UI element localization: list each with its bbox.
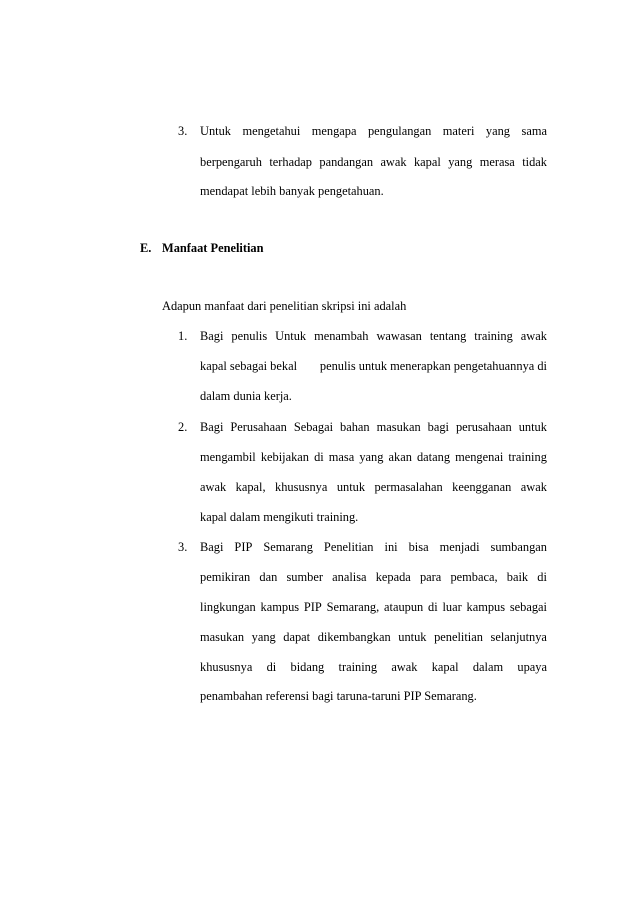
word: bisa [408,540,429,554]
list-number: 3. [178,540,188,554]
word: penulis [231,329,268,343]
word: ataupun [384,600,424,614]
text-line [200,330,547,342]
word: dan [259,570,278,584]
word: Perusahaan [230,420,287,434]
word: pemikiran [200,570,251,584]
word: sumber [286,570,323,584]
word: merasa [479,155,515,169]
word: khususnya [275,480,328,494]
word: PIP [234,540,253,554]
word: training [338,660,378,674]
word: di [428,600,438,614]
word: awak [520,480,547,494]
word: sumbangan [490,540,547,554]
text-line [200,421,547,433]
word: masa [328,450,355,464]
word: tentang [429,329,467,343]
text-line [200,631,547,643]
text-line: mendapat lebih banyak pengetahuan. [200,184,384,198]
text-line: penambahan referensi bagi taruna-taruni PIP Semarang. [200,689,477,703]
word: Bagi [200,420,224,434]
list-number: 2. [178,420,188,434]
word: bidang [290,660,325,674]
word: kapal sebagai bekal [200,359,298,373]
word: sama [521,124,547,138]
word: khususnya [200,660,253,674]
list-number: 3. [178,124,188,138]
word: luar [442,600,462,614]
word: kepada [375,570,411,584]
text-line: dalam dunia kerja. [200,389,292,403]
word: datang [416,450,451,464]
word: Bagi [200,540,224,554]
word: di [266,660,277,674]
word: untuk [518,420,547,434]
intro-paragraph: Adapun manfaat dari penelitian skripsi ini adalah [162,299,407,313]
word: tidak [522,155,547,169]
text-line [200,360,547,372]
word: training [508,450,547,464]
word: Penelitian [323,540,374,554]
word: dalam [472,660,504,674]
word: pembaca, [450,570,498,584]
word: analisa [332,570,367,584]
word: mengetahui [242,124,301,138]
word: untuk [398,630,427,644]
word: awak [520,329,547,343]
word: perusahaan [455,420,512,434]
word: kapal [413,155,441,169]
word: awak [391,660,418,674]
word: upaya [517,660,547,674]
word: lingkungan [200,600,256,614]
word: kebijakan [260,450,309,464]
word: bahan [340,420,370,434]
word: kampus [260,600,300,614]
text-line [200,125,547,137]
word: yang [485,124,511,138]
text-line [200,541,547,553]
word: penelitian [434,630,483,644]
word: awak [200,480,227,494]
word: masukan [200,630,245,644]
word: akan [388,450,412,464]
text-line [200,661,547,673]
word: Semarang [263,540,313,554]
word: Sebagai [293,420,334,434]
word: sebagai [509,600,547,614]
list-number: 1. [178,329,188,343]
text-line [200,481,547,493]
text-line [200,601,547,613]
word: bagi [427,420,449,434]
text-line [200,156,547,168]
section-title: Manfaat Penelitian [162,241,264,255]
word: menambah [314,329,369,343]
word: Bagi [200,329,224,343]
word: baik [506,570,529,584]
word: pengulangan [367,124,432,138]
word: yang [359,450,384,464]
text-line [200,451,547,463]
word: permasalahan [374,480,443,494]
word: mengapa [311,124,357,138]
word: masukan [376,420,421,434]
word: pandangan [319,155,374,169]
word: awak [380,155,407,169]
word: ini [384,540,398,554]
word: kampus [466,600,506,614]
word: kapal, [235,480,266,494]
word: kapal [431,660,459,674]
word: di [537,570,547,584]
text-line [200,571,547,583]
word: training [474,329,513,343]
word: selanjutnya [490,630,547,644]
word: yang [448,155,473,169]
section-label: E. [140,241,152,255]
word: Semarang, [326,600,380,614]
word: PIP [303,600,322,614]
text-line: kapal dalam mengikuti training. [200,510,359,524]
word: di [314,450,324,464]
word: yang [251,630,276,644]
word: berpengaruh [200,155,262,169]
word: penulis untuk menerapkan pengetahuannya di [319,359,547,373]
word: Untuk [275,329,307,343]
word: dapat [283,630,311,644]
word: menjadi [439,540,480,554]
word: wawasan [376,329,422,343]
word: mengambil [200,450,256,464]
word: untuk [336,480,366,494]
word: keengganan [452,480,512,494]
word: dikembangkan [317,630,391,644]
word: para [419,570,442,584]
word: materi [442,124,475,138]
word: mengenai [455,450,504,464]
word: Untuk [200,124,231,138]
word: terhadap [269,155,312,169]
